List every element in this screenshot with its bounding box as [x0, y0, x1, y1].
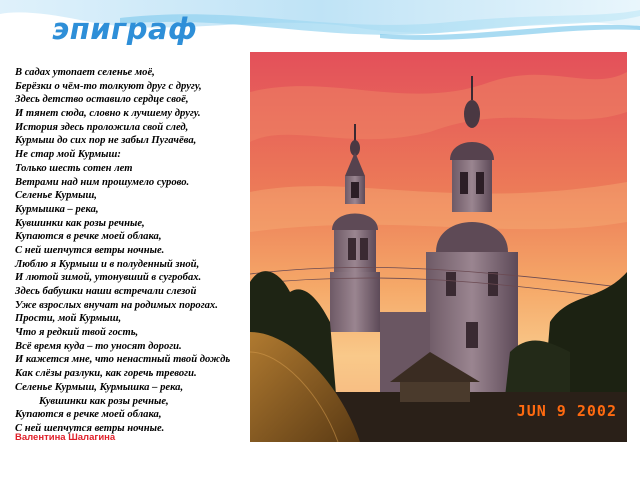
- poem-line: Что я редкий твой гость,: [15, 327, 139, 339]
- poem-line: Кувшинки как розы речные,: [39, 395, 169, 407]
- poem-line: Не стар мой Курмыш:: [15, 149, 121, 161]
- poem-line: Берёзки о чём-то толкуют друг с другу,: [15, 80, 202, 92]
- poem-line: Селенье Курмыш, Курмышка – река,: [15, 381, 184, 393]
- church-sunset-photo: [250, 52, 627, 442]
- poem-line: Кувшинки как розы речные,: [15, 217, 145, 229]
- poem-line: Курмыш до сих пор не забыл Пугачёва,: [15, 135, 197, 147]
- poem-line: В садах утопает селенье моё,: [15, 67, 155, 78]
- poem-line: Только шесть сотен лет: [15, 162, 133, 174]
- church-photo: [250, 52, 627, 442]
- photo-date-stamp: JUN 9 2002: [516, 402, 617, 420]
- poem-line: Здесь бабушки наши встречали слезой: [15, 286, 197, 297]
- poem-line: Селенье Курмыш,: [15, 190, 97, 202]
- poem-line: И лютой зимой, утонувший в сугробах.: [15, 272, 202, 284]
- poem-line: Всё время куда – то уносят дороги.: [15, 340, 182, 352]
- poem-line: С ней шепчутся ветры ночные.: [15, 422, 165, 434]
- poem-text: [15, 66, 253, 436]
- poem-line: Купаются в речке моей облака,: [15, 231, 162, 243]
- poem-line: Люблю я Курмыш и в полуденный зной,: [15, 258, 200, 270]
- poem-line: С ней шепчутся ветры ночные.: [15, 244, 165, 256]
- poem-line: Купаются в речке моей облака,: [15, 409, 162, 421]
- poem-line: Ветрами над ним прошумело сурово.: [15, 176, 190, 188]
- poem-line: Курмышка – река,: [15, 203, 99, 215]
- slide-title: эпиграф: [52, 12, 198, 46]
- poem-line: И кажется мне, что ненастный твой дождь: [15, 354, 231, 366]
- poem-line: Прости, мой Курмыш,: [15, 313, 122, 325]
- poem-line: Как слёзы разлуки, как горечь тревоги.: [15, 368, 197, 380]
- poem-line: И тянет сюда, словно к лучшему другу.: [15, 108, 201, 120]
- poem-line: Здесь детство оставило сердце своё,: [15, 94, 189, 106]
- author-name: Валентина Шалагина: [15, 432, 116, 443]
- poem-line: Уже взрослых внучат на родимых порогах.: [15, 299, 218, 311]
- poem-line: История здесь проложила свой след,: [15, 121, 189, 133]
